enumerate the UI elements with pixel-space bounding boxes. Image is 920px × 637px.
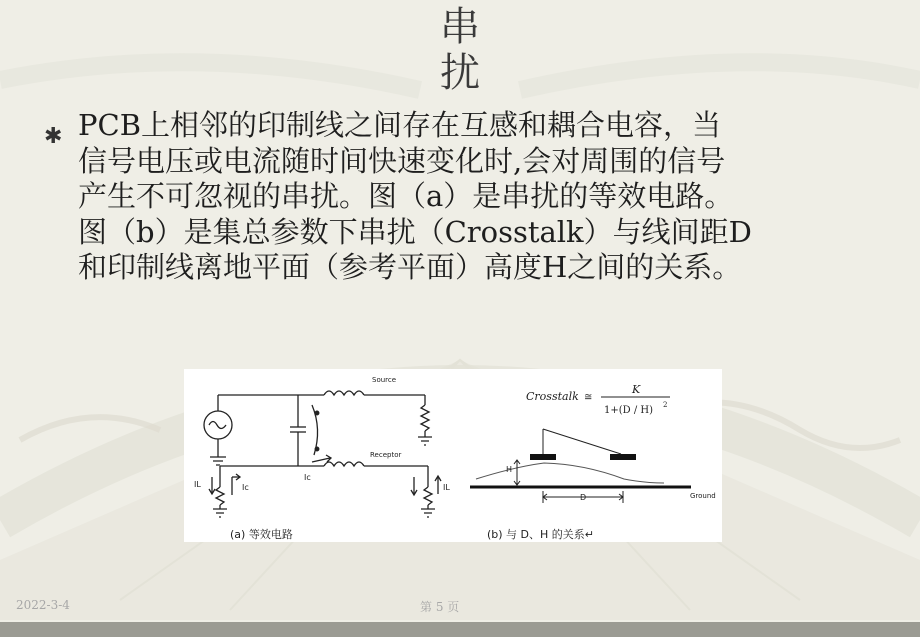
body-line-4: 图（b）是集总参数下串扰（Crosstalk）与线间距D xyxy=(78,214,752,249)
sine-wave-icon xyxy=(209,422,226,429)
formula-approx: ≅ xyxy=(584,392,593,403)
formula-denominator: 1+(D / H) xyxy=(604,405,654,416)
body-line-2: 信号电压或电流随时间快速变化时,会对周围的信号 xyxy=(78,143,726,178)
circuit-a xyxy=(204,391,441,517)
label-d: D xyxy=(580,493,587,502)
receptor-inductor-icon xyxy=(324,462,364,466)
left-resistor-icon xyxy=(216,487,224,505)
body-line-5: 和印制线离地平面（参考平面）高度H之间的关系。 xyxy=(78,250,742,284)
crosstalk-diagram-b xyxy=(470,383,716,503)
footer-page-number: 第 5 页 xyxy=(420,600,460,614)
ac-source-icon xyxy=(204,411,232,439)
right-resistor-icon xyxy=(424,487,432,505)
caption-a: (a) 等效电路 xyxy=(230,528,293,541)
label-ic-2: Ic xyxy=(304,473,311,482)
label-ground: Ground xyxy=(690,492,716,500)
figure-drawing xyxy=(184,369,722,542)
label-source: Source xyxy=(372,376,397,384)
label-ic-1: Ic xyxy=(242,483,249,492)
formula-crosstalk: Crosstalk xyxy=(526,390,579,403)
label-il-right: IL xyxy=(443,483,450,492)
field-curve xyxy=(476,463,664,483)
footer-date: 2022-3-4 xyxy=(16,598,70,612)
trace-receptor xyxy=(610,454,636,460)
title-line-1: 串 xyxy=(440,4,480,50)
bullet-icon: ✱ xyxy=(44,124,63,149)
trace-source xyxy=(530,454,556,460)
body-line-3: 产生不可忽视的串扰。图（a）是串扰的等效电路。 xyxy=(78,179,734,213)
body-paragraph xyxy=(78,108,878,286)
source-inductor-icon xyxy=(324,391,364,395)
title-line-2: 扰 xyxy=(440,50,480,96)
formula-exponent: 2 xyxy=(663,401,668,409)
label-h: H xyxy=(506,465,513,474)
caption-b: (b) 与 D、H 的关系↵ xyxy=(487,528,595,541)
body-line-1: PCB上相邻的印制线之间存在互感和耦合电容，当 xyxy=(78,108,722,142)
formula-numerator: K xyxy=(632,383,641,396)
label-il-left: IL xyxy=(194,480,201,489)
source-load-resistor-icon xyxy=(421,405,429,431)
bottom-band xyxy=(0,622,920,637)
crosstalk-figure xyxy=(184,369,722,542)
label-receptor: Receptor xyxy=(370,451,402,459)
slide-title xyxy=(425,4,495,96)
